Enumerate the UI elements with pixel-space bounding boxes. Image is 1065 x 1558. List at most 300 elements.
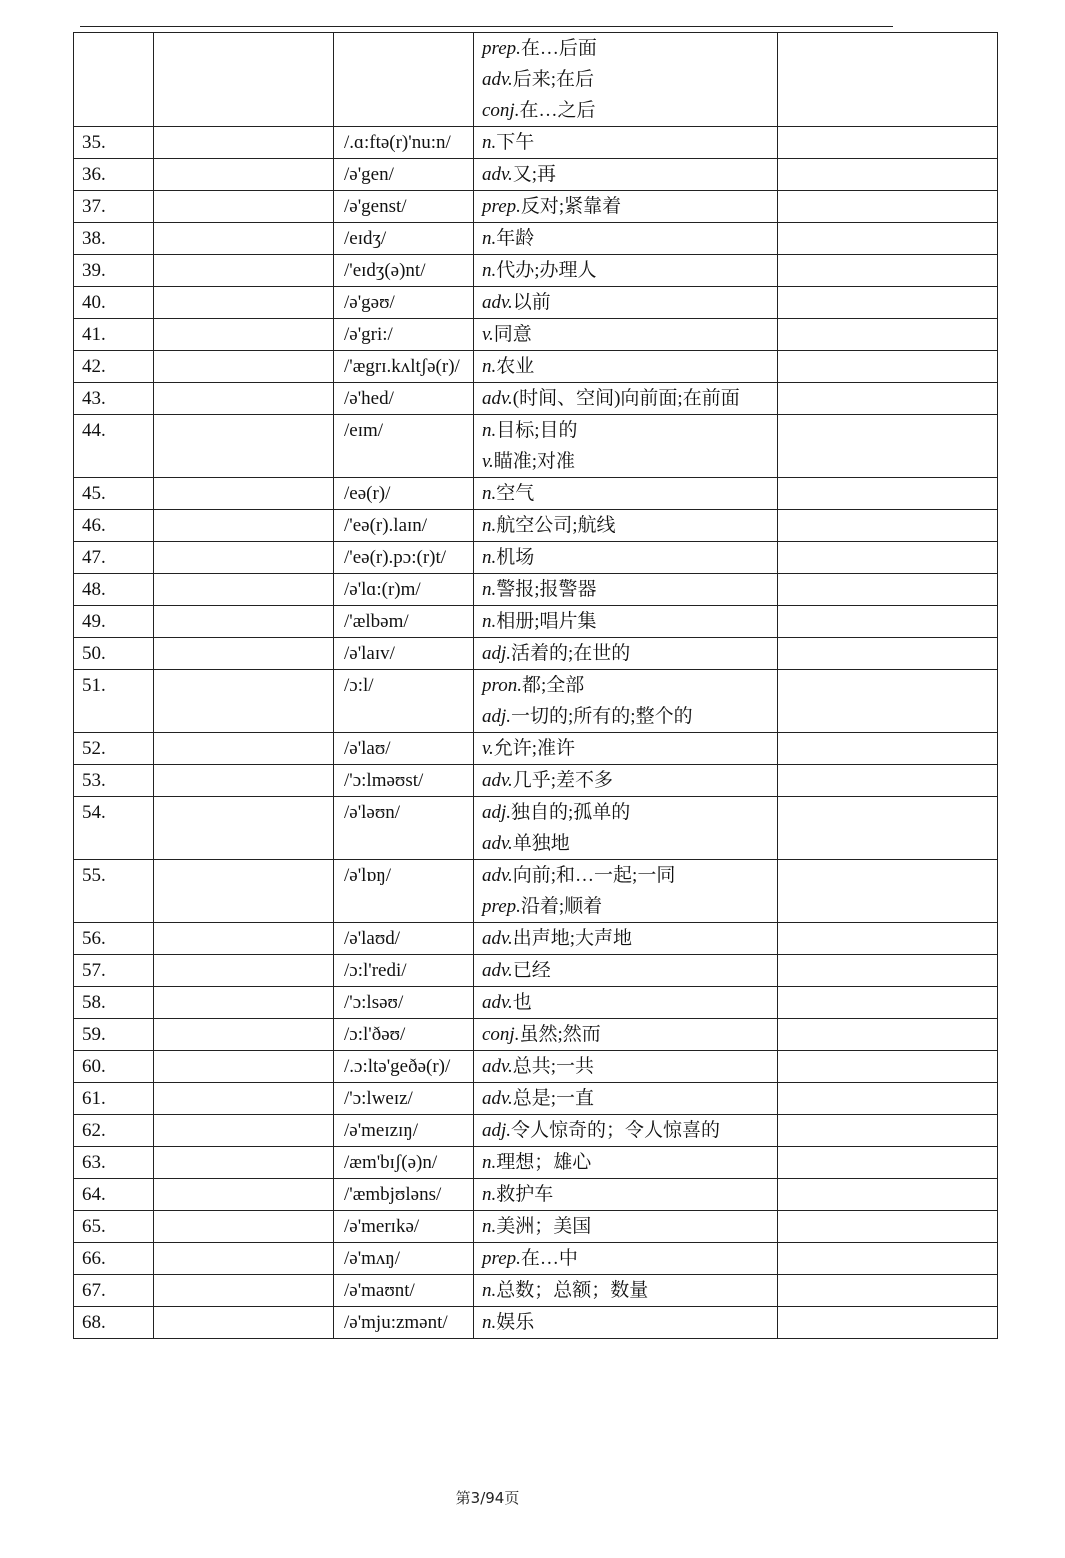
word-cell xyxy=(154,765,334,797)
table-row xyxy=(74,1083,998,1115)
meaning-cell xyxy=(474,159,778,191)
notes-cell xyxy=(778,319,998,351)
entry-number: 47. xyxy=(74,542,154,574)
definition: 总数；总额；数量 xyxy=(496,1280,649,1301)
meaning-cell xyxy=(474,1147,778,1179)
word-cell xyxy=(154,478,334,510)
definition: 警报;报警器 xyxy=(496,579,597,600)
meaning-cell xyxy=(474,351,778,383)
meaning-cell xyxy=(474,1179,778,1211)
definition: 独自的;孤单的 xyxy=(511,802,631,823)
part-of-speech: n. xyxy=(482,228,497,249)
table-row xyxy=(74,987,998,1019)
meaning-line xyxy=(482,1211,777,1242)
word-cell xyxy=(154,287,334,319)
phonetic-cell: /ə'laʊ/ xyxy=(334,733,474,765)
phonetic-cell: /'eə(r).pɔ:(r)t/ xyxy=(334,542,474,574)
phonetic-cell: /.ɑ:ftə(r)'nu:n/ xyxy=(334,127,474,159)
meaning-line xyxy=(482,606,777,637)
meaning-cell xyxy=(474,1307,778,1339)
notes-cell xyxy=(778,923,998,955)
table-row xyxy=(74,606,998,638)
meaning-line xyxy=(482,351,777,382)
phonetic-cell: /ə'ləʊn/ xyxy=(334,797,474,860)
meaning-cell xyxy=(474,1211,778,1243)
notes-cell xyxy=(778,1051,998,1083)
meaning-line xyxy=(482,860,777,891)
phonetic-cell: /'ɔ:lməʊst/ xyxy=(334,765,474,797)
definition: 也 xyxy=(512,992,532,1013)
notes-cell xyxy=(778,478,998,510)
meaning-cell xyxy=(474,223,778,255)
table-row xyxy=(74,191,998,223)
entry-number: 56. xyxy=(74,923,154,955)
word-cell xyxy=(154,1083,334,1115)
meaning-line xyxy=(482,828,777,859)
meaning-line xyxy=(482,415,777,446)
phonetic-cell: /eə(r)/ xyxy=(334,478,474,510)
part-of-speech: adv. xyxy=(482,1088,513,1109)
word-cell xyxy=(154,1019,334,1051)
notes-cell xyxy=(778,255,998,287)
part-of-speech: prep. xyxy=(482,1248,521,1269)
meaning-line xyxy=(482,1115,777,1146)
definition: 已经 xyxy=(512,960,551,981)
meaning-cell xyxy=(474,319,778,351)
part-of-speech: adv. xyxy=(482,928,513,949)
meaning-line xyxy=(482,797,777,828)
definition: 出声地;大声地 xyxy=(512,928,633,949)
definition: (时间、空间)向前面;在前面 xyxy=(512,388,740,409)
page-number: 第3/94页 xyxy=(455,1489,520,1507)
word-cell xyxy=(154,1275,334,1307)
definition: 以前 xyxy=(512,292,551,313)
meaning-line xyxy=(482,127,777,158)
part-of-speech: n. xyxy=(482,1280,497,1301)
meaning-cell xyxy=(474,638,778,670)
meaning-cell xyxy=(474,733,778,765)
table-row xyxy=(74,765,998,797)
table-row xyxy=(74,1019,998,1051)
part-of-speech: n. xyxy=(482,515,497,536)
meaning-cell xyxy=(474,383,778,415)
definition: 又;再 xyxy=(512,164,557,185)
phonetic-cell: /ə'mju:zmənt/ xyxy=(334,1307,474,1339)
definition: 农业 xyxy=(496,356,535,377)
meaning-line xyxy=(482,1307,777,1338)
entry-number: 55. xyxy=(74,860,154,923)
table-row xyxy=(74,415,998,478)
word-cell xyxy=(154,733,334,765)
notes-cell xyxy=(778,383,998,415)
meaning-cell xyxy=(474,1275,778,1307)
phonetic-cell: /'ɔ:lweɪz/ xyxy=(334,1083,474,1115)
word-cell xyxy=(154,955,334,987)
word-cell xyxy=(154,542,334,574)
meaning-cell xyxy=(474,33,778,127)
meaning-cell xyxy=(474,255,778,287)
word-cell xyxy=(154,1211,334,1243)
meaning-line xyxy=(482,319,777,350)
entry-number: 48. xyxy=(74,574,154,606)
part-of-speech: adv. xyxy=(482,164,513,185)
meaning-cell xyxy=(474,797,778,860)
table-row xyxy=(74,159,998,191)
vocabulary-table xyxy=(73,32,998,1339)
phonetic-cell: /æm'bɪʃ(ə)n/ xyxy=(334,1147,474,1179)
part-of-speech: adv. xyxy=(482,833,513,854)
definition: 年龄 xyxy=(496,228,535,249)
part-of-speech: v. xyxy=(482,738,494,759)
definition: 一切的;所有的;整个的 xyxy=(511,706,693,727)
definition: 在…之后 xyxy=(519,100,596,121)
entry-number: 64. xyxy=(74,1179,154,1211)
table-row xyxy=(74,255,998,287)
entry-number: 45. xyxy=(74,478,154,510)
table-row xyxy=(74,670,998,733)
meaning-line xyxy=(482,1019,777,1050)
meaning-line xyxy=(482,1179,777,1210)
word-cell xyxy=(154,574,334,606)
definition: 虽然;然而 xyxy=(519,1024,601,1045)
entry-number: 40. xyxy=(74,287,154,319)
notes-cell xyxy=(778,1275,998,1307)
entry-number: 65. xyxy=(74,1211,154,1243)
notes-cell xyxy=(778,1115,998,1147)
word-cell xyxy=(154,987,334,1019)
part-of-speech: adv. xyxy=(482,388,513,409)
table-row xyxy=(74,33,998,127)
phonetic-cell: /ə'hed/ xyxy=(334,383,474,415)
part-of-speech: n. xyxy=(482,1312,497,1333)
meaning-line xyxy=(482,923,777,954)
word-cell xyxy=(154,255,334,287)
entry-number: 50. xyxy=(74,638,154,670)
definition: 总共;一共 xyxy=(512,1056,595,1077)
entry-number: 54. xyxy=(74,797,154,860)
definition: 美洲；美国 xyxy=(496,1216,592,1237)
entry-number: 62. xyxy=(74,1115,154,1147)
phonetic-cell: /ɔ:l'redi/ xyxy=(334,955,474,987)
part-of-speech: v. xyxy=(482,324,494,345)
meaning-line xyxy=(482,574,777,605)
notes-cell xyxy=(778,606,998,638)
entry-number: 63. xyxy=(74,1147,154,1179)
meaning-cell xyxy=(474,670,778,733)
meaning-line xyxy=(482,223,777,254)
definition: 在…中 xyxy=(520,1248,578,1269)
definition: 理想；雄心 xyxy=(496,1152,592,1173)
part-of-speech: n. xyxy=(482,611,497,632)
entry-number: 59. xyxy=(74,1019,154,1051)
notes-cell xyxy=(778,765,998,797)
meaning-line xyxy=(482,542,777,573)
table-row xyxy=(74,1115,998,1147)
definition: 瞄准;对准 xyxy=(493,451,576,472)
table-row xyxy=(74,1051,998,1083)
meaning-cell xyxy=(474,987,778,1019)
phonetic-cell: /ə'maʊnt/ xyxy=(334,1275,474,1307)
meaning-cell xyxy=(474,1243,778,1275)
word-cell xyxy=(154,1051,334,1083)
meaning-line xyxy=(482,1051,777,1082)
entry-number: 38. xyxy=(74,223,154,255)
part-of-speech: n. xyxy=(482,420,497,441)
meaning-line xyxy=(482,987,777,1018)
meaning-cell xyxy=(474,574,778,606)
meaning-cell xyxy=(474,510,778,542)
table-row xyxy=(74,860,998,923)
meaning-cell xyxy=(474,542,778,574)
table-row xyxy=(74,1275,998,1307)
entry-number: 43. xyxy=(74,383,154,415)
entry-number: 49. xyxy=(74,606,154,638)
word-cell xyxy=(154,923,334,955)
notes-cell xyxy=(778,733,998,765)
part-of-speech: n. xyxy=(482,1184,497,1205)
entry-number: 37. xyxy=(74,191,154,223)
part-of-speech: adj. xyxy=(482,706,512,727)
part-of-speech: adv. xyxy=(482,1056,513,1077)
notes-cell xyxy=(778,670,998,733)
entry-number: 58. xyxy=(74,987,154,1019)
part-of-speech: n. xyxy=(482,547,497,568)
meaning-cell xyxy=(474,287,778,319)
word-cell xyxy=(154,510,334,542)
meaning-line xyxy=(482,1083,777,1114)
definition: 同意 xyxy=(493,324,532,345)
notes-cell xyxy=(778,510,998,542)
table-row xyxy=(74,1147,998,1179)
word-cell xyxy=(154,127,334,159)
phonetic-cell: /ɔ:l'ðəʊ/ xyxy=(334,1019,474,1051)
entry-number: 44. xyxy=(74,415,154,478)
part-of-speech: adj. xyxy=(482,802,512,823)
definition: 活着的;在世的 xyxy=(511,643,631,664)
entry-number: 66. xyxy=(74,1243,154,1275)
word-cell xyxy=(154,1307,334,1339)
part-of-speech: adv. xyxy=(482,865,513,886)
part-of-speech: conj. xyxy=(482,100,520,121)
part-of-speech: adv. xyxy=(482,69,513,90)
table-row xyxy=(74,574,998,606)
phonetic-cell: /ɔ:l/ xyxy=(334,670,474,733)
part-of-speech: prep. xyxy=(482,896,521,917)
part-of-speech: adv. xyxy=(482,770,513,791)
meaning-line xyxy=(482,891,777,922)
entry-number: 53. xyxy=(74,765,154,797)
part-of-speech: adj. xyxy=(482,1120,512,1141)
entry-number: 35. xyxy=(74,127,154,159)
table-row xyxy=(74,797,998,860)
part-of-speech: v. xyxy=(482,451,494,472)
part-of-speech: n. xyxy=(482,132,497,153)
phonetic-cell: /.ɔ:ltə'geðə(r)/ xyxy=(334,1051,474,1083)
phonetic-cell: /ə'genst/ xyxy=(334,191,474,223)
part-of-speech: n. xyxy=(482,260,497,281)
phonetic-cell: /eɪm/ xyxy=(334,415,474,478)
phonetic-cell: /'ælbəm/ xyxy=(334,606,474,638)
phonetic-cell: /'ægrɪ.kʌltʃə(r)/ xyxy=(334,351,474,383)
table-row xyxy=(74,383,998,415)
notes-cell xyxy=(778,33,998,127)
meaning-cell xyxy=(474,415,778,478)
definition: 下午 xyxy=(496,132,535,153)
word-cell xyxy=(154,1179,334,1211)
entry-number: 60. xyxy=(74,1051,154,1083)
table-row xyxy=(74,510,998,542)
part-of-speech: prep. xyxy=(482,38,521,59)
part-of-speech: adv. xyxy=(482,992,513,1013)
entry-number: 46. xyxy=(74,510,154,542)
entry-number: 57. xyxy=(74,955,154,987)
meaning-line xyxy=(482,701,777,732)
definition: 空气 xyxy=(496,483,535,504)
notes-cell xyxy=(778,223,998,255)
header-rule xyxy=(80,26,893,27)
entry-number: 67. xyxy=(74,1275,154,1307)
word-cell xyxy=(154,860,334,923)
notes-cell xyxy=(778,159,998,191)
definition: 后来;在后 xyxy=(512,69,595,90)
meaning-cell xyxy=(474,1019,778,1051)
meaning-line xyxy=(482,638,777,669)
phonetic-cell: /ə'gəʊ/ xyxy=(334,287,474,319)
table-row xyxy=(74,1243,998,1275)
meaning-cell xyxy=(474,606,778,638)
definition: 向前;和…一起;一同 xyxy=(512,865,676,886)
word-cell xyxy=(154,797,334,860)
definition: 娱乐 xyxy=(496,1312,535,1333)
notes-cell xyxy=(778,127,998,159)
meaning-line xyxy=(482,1275,777,1306)
table-row xyxy=(74,223,998,255)
word-cell xyxy=(154,1147,334,1179)
word-cell xyxy=(154,1243,334,1275)
meaning-line xyxy=(482,510,777,541)
meaning-line xyxy=(482,1147,777,1178)
meaning-cell xyxy=(474,1051,778,1083)
word-cell xyxy=(154,351,334,383)
part-of-speech: n. xyxy=(482,1216,497,1237)
meaning-cell xyxy=(474,478,778,510)
notes-cell xyxy=(778,191,998,223)
word-cell xyxy=(154,606,334,638)
notes-cell xyxy=(778,1083,998,1115)
word-cell xyxy=(154,670,334,733)
phonetic-cell: /'eə(r).laɪn/ xyxy=(334,510,474,542)
table-row xyxy=(74,638,998,670)
notes-cell xyxy=(778,574,998,606)
table-row xyxy=(74,955,998,987)
table-row xyxy=(74,287,998,319)
part-of-speech: conj. xyxy=(482,1024,520,1045)
notes-cell xyxy=(778,638,998,670)
word-cell xyxy=(154,415,334,478)
word-cell xyxy=(154,223,334,255)
notes-cell xyxy=(778,797,998,860)
entry-number: 51. xyxy=(74,670,154,733)
notes-cell xyxy=(778,987,998,1019)
notes-cell xyxy=(778,860,998,923)
phonetic-cell: /ə'meɪzɪŋ/ xyxy=(334,1115,474,1147)
word-cell xyxy=(154,33,334,127)
entry-number: 68. xyxy=(74,1307,154,1339)
table-row xyxy=(74,1179,998,1211)
notes-cell xyxy=(778,1243,998,1275)
part-of-speech: n. xyxy=(482,483,497,504)
notes-cell xyxy=(778,351,998,383)
table-row xyxy=(74,478,998,510)
phonetic-cell: /'æmbjʊləns/ xyxy=(334,1179,474,1211)
notes-cell xyxy=(778,415,998,478)
word-cell xyxy=(154,319,334,351)
part-of-speech: adv. xyxy=(482,960,513,981)
phonetic-cell: /ə'lɒŋ/ xyxy=(334,860,474,923)
definition: 救护车 xyxy=(496,1184,554,1205)
entry-number: 41. xyxy=(74,319,154,351)
phonetic-cell: /ə'merɪkə/ xyxy=(334,1211,474,1243)
notes-cell xyxy=(778,955,998,987)
notes-cell xyxy=(778,1019,998,1051)
notes-cell xyxy=(778,287,998,319)
part-of-speech: adv. xyxy=(482,292,513,313)
part-of-speech: n. xyxy=(482,356,497,377)
phonetic-cell: /ə'gen/ xyxy=(334,159,474,191)
meaning-line xyxy=(482,383,777,414)
meaning-line xyxy=(482,159,777,190)
table-row xyxy=(74,542,998,574)
definition: 反对;紧靠着 xyxy=(520,196,622,217)
entry-number: 39. xyxy=(74,255,154,287)
meaning-line xyxy=(482,95,777,126)
table-row xyxy=(74,1211,998,1243)
table-row xyxy=(74,319,998,351)
meaning-line xyxy=(482,255,777,286)
definition: 代办;办理人 xyxy=(496,260,597,281)
phonetic-cell: /ə'laʊd/ xyxy=(334,923,474,955)
entry-number: 61. xyxy=(74,1083,154,1115)
meaning-line xyxy=(482,287,777,318)
definition: 都;全部 xyxy=(521,675,585,696)
meaning-cell xyxy=(474,923,778,955)
word-cell xyxy=(154,638,334,670)
phonetic-cell: /ə'laɪv/ xyxy=(334,638,474,670)
meaning-cell xyxy=(474,955,778,987)
definition: 总是;一直 xyxy=(512,1088,595,1109)
phonetic-cell: /ə'gri:/ xyxy=(334,319,474,351)
table-row xyxy=(74,1307,998,1339)
definition: 单独地 xyxy=(512,833,570,854)
phonetic-cell: /ə'lɑ:(r)m/ xyxy=(334,574,474,606)
part-of-speech: n. xyxy=(482,579,497,600)
definition: 机场 xyxy=(496,547,535,568)
meaning-cell xyxy=(474,860,778,923)
part-of-speech: pron. xyxy=(482,675,522,696)
entry-number: 36. xyxy=(74,159,154,191)
meaning-line xyxy=(482,670,777,701)
phonetic-cell: /'eɪdʒ(ə)nt/ xyxy=(334,255,474,287)
meaning-cell xyxy=(474,127,778,159)
definition: 航空公司;航线 xyxy=(496,515,616,536)
definition: 允许;准许 xyxy=(493,738,576,759)
part-of-speech: prep. xyxy=(482,196,521,217)
vocabulary-table-body xyxy=(74,33,998,1339)
word-cell xyxy=(154,191,334,223)
table-row xyxy=(74,733,998,765)
entry-number: 42. xyxy=(74,351,154,383)
definition: 沿着;顺着 xyxy=(520,896,603,917)
